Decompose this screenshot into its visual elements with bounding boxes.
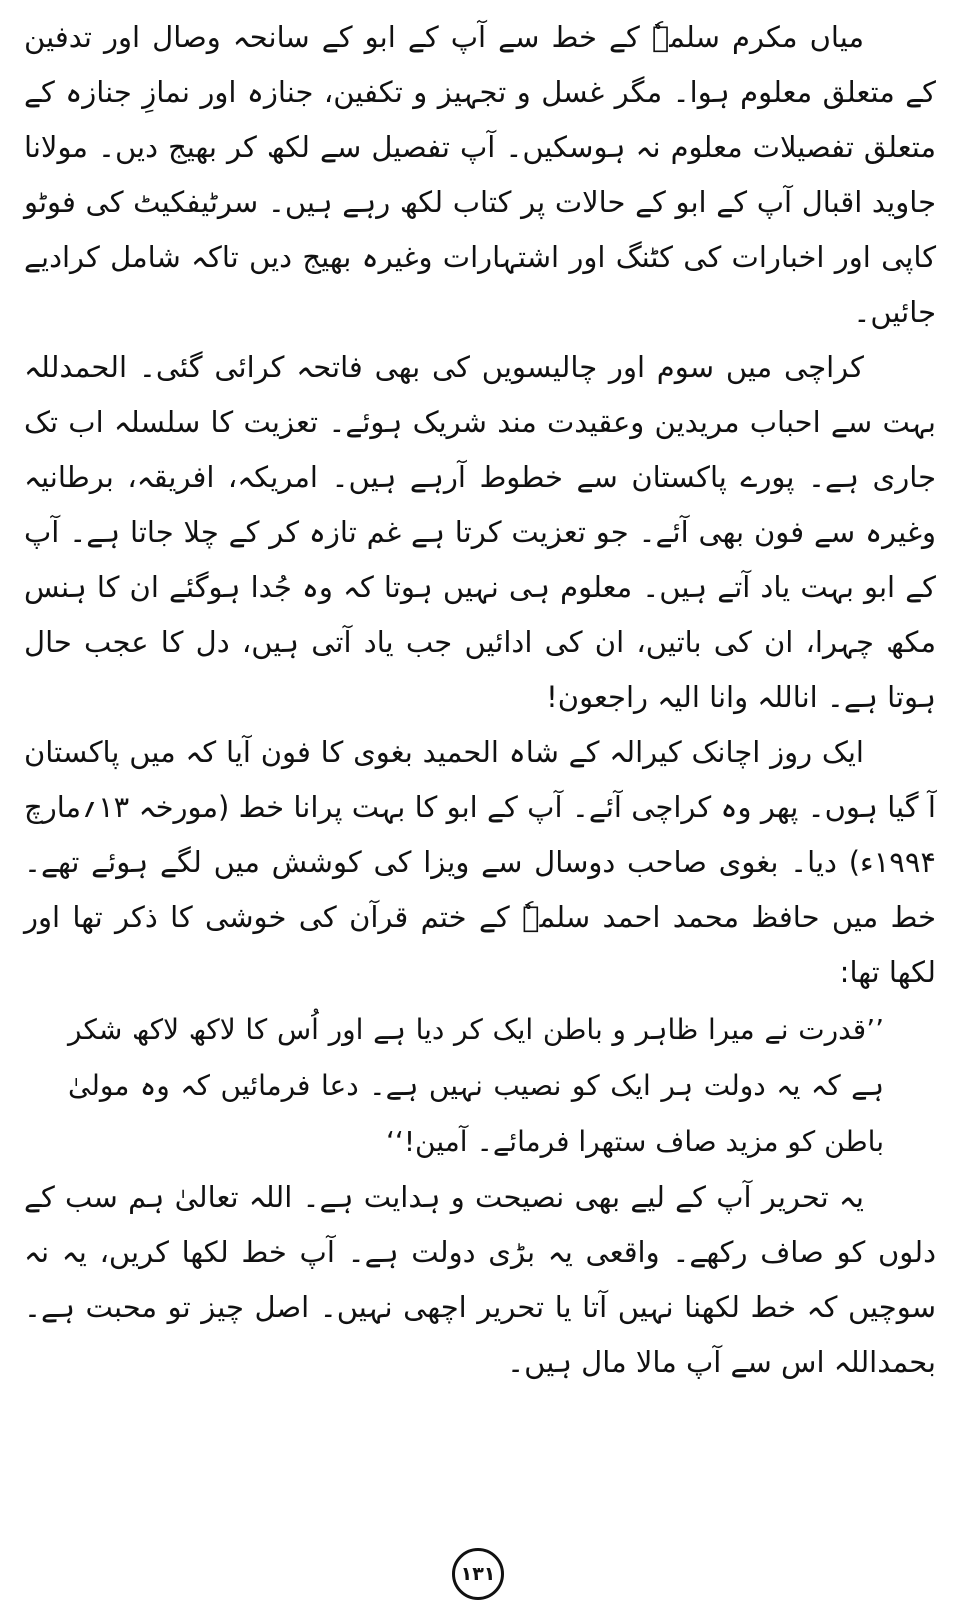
paragraph-advice: یہ تحریر آپ کے لیے بھی نصیحت و ہدایت ہے۔ اللہ تعالیٰ ہم سب کے دلوں کو صاف رکھے۔ واقعی یہ بڑی دولت ہے۔ آپ خط لکھا کریں، یہ نہ سوچیں کہ خط لکھنا نہیں آتا یا تحریر اچھی نہیں۔ اصل چیز تو محبت ہے۔ بحمداللہ اس سے آپ مالا مال ہیں۔ — [24, 1180, 936, 1379]
paragraph-old-letter: ایک روز اچانک کیرالہ کے شاہ الحمید بغوی کا فون آیا کہ میں پاکستان آ گیا ہوں۔ پھر وہ کراچی آئے۔ آپ کے ابو کا بہت پرانا خط (مورخہ ۱۳؍مارچ ۱۹۹۴ء) دیا۔ بغوی صاحب دوسال سے ویزا کی کوشش میں لگے ہوئے تھے۔ خط میں حافظ محمد احمد سلمہٗ کے ختم قرآن کی خوشی کا ذکر تھا اور لکھا تھا: — [24, 735, 936, 989]
letter-page — [24, 10, 936, 1540]
quoted-letter: ’’قدرت نے میرا ظاہر و باطن ایک کر دیا ہے اور اُس کا لاکھ لاکھ شکر ہے کہ یہ دولت ہر ایک کو نصیب نہیں ہے۔ دعا فرمائیں کہ وہ مولیٰ باطن کو مزید صاف ستھرا فرمائے۔ آمین!‘‘ — [68, 1013, 884, 1158]
page-number-badge: ۱۳۱ — [452, 1548, 504, 1600]
paragraph-condolences: کراچی میں سوم اور چالیسویں کی بھی فاتحہ کرائی گئی۔ الحمدللہ بہت سے احباب مریدین وعقیدت مند شریک ہوئے۔ تعزیت کا سلسلہ اب تک جاری ہے۔ پورے پاکستان سے خطوط آرہے ہیں۔ امریکہ، افریقہ، برطانیہ وغیرہ سے فون بھی آئے۔ جو تعزیت کرتا ہے غم تازہ کر کے چلا جاتا ہے۔ آپ کے ابو بہت یاد آتے ہیں۔ معلوم ہی نہیں ہوتا کہ وہ جُدا ہوگئے ان کا ہنس مکھ چہرا، ان کی باتیں، ان کی ادائیں جب یاد آتی ہیں، دل کا عجب حال ہوتا ہے۔ اناللہ وانا الیہ راجعون! — [24, 350, 936, 714]
paragraph-letter-details: میاں مکرم سلمہٗ کے خط سے آپ کے ابو کے سانحہ وصال اور تدفین کے متعلق معلوم ہوا۔ مگر غسل و تجہیز و تکفین، جنازہ اور نمازِ جنازہ کے متعلق تفصیلات معلوم نہ ہوسکیں۔ آپ تفصیل سے لکھ کر بھیج دیں۔ مولانا جاوید اقبال آپ کے ابو کے حالات پر کتاب لکھ رہے ہیں۔ سرٹیفکیٹ کی فوٹو کاپی اور اخبارات کی کٹنگ اور اشتہارات وغیرہ بھیج دیں تاکہ شامل کرادیے جائیں۔ — [24, 20, 936, 329]
